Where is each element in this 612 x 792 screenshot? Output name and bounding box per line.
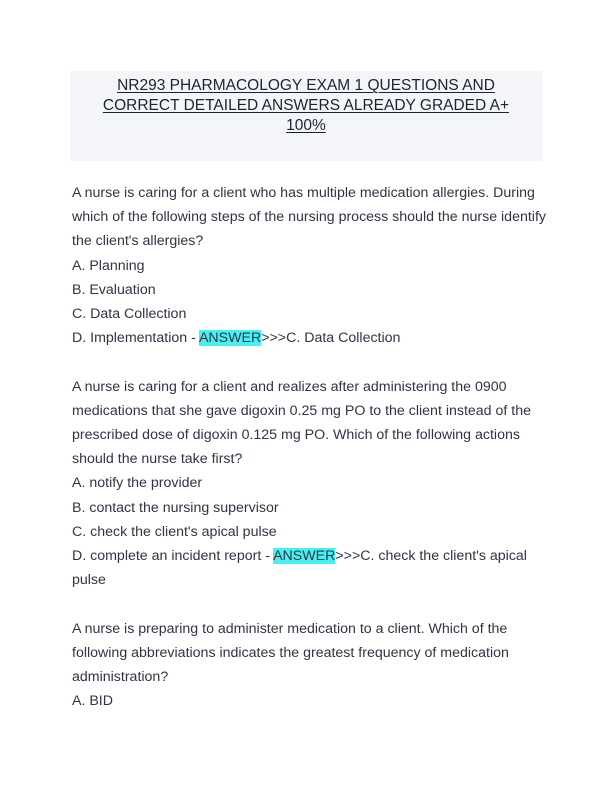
answer-highlight-tag: ANSWER [273,548,336,565]
question-2-stem-line-3: prescribed dose of digoxin 0.125 mg PO. Which of the following actions [72,427,520,444]
question-2-stem-line-1: A nurse is caring for a client and realizes after administering the 0900 [72,378,507,395]
question-2-stem-line-4: should the nurse take first? [72,451,243,468]
answer-highlight-tag: ANSWER [198,330,262,347]
title-box [70,71,542,161]
question-2 [72,375,547,593]
question-2-option-a: A. notify the provider [72,475,203,492]
question-1-stem-line-1: A nurse is caring for a client who has multiple medication allergies. During [72,185,535,201]
question-1-stem-line-3: the client's allergies? [72,233,204,250]
paragraph-gap [72,592,547,616]
question-3-stem-line-1: A nurse is preparing to administer medication to a client. Which of the [72,620,508,637]
question-2-answer: >>>C. check the client's apical [335,548,527,565]
question-2-option-b: B. contact the nursing supervisor [72,499,279,516]
question-2-option-d-with-answer [72,544,547,568]
title-line-1: NR293 PHARMACOLOGY EXAM 1 QUESTIONS AND [117,77,495,94]
title-line-3: 100% [286,117,326,134]
questions-content [72,181,547,713]
question-2-stem-line-2: medications that she gave digoxin 0.25 mg PO to the client instead of the [72,402,532,419]
question-3-stem-line-3: administration? [72,669,169,686]
question-2-option-c: C. check the client's apical pulse [72,523,277,540]
question-1-answer: >>>C. Data Collection [261,330,401,347]
question-1-option-c: C. Data Collection [72,306,187,323]
question-2-option-d: D. complete an incident report - [72,548,274,565]
title-line-2: CORRECT DETAILED ANSWERS ALREADY GRADED A+ [102,97,510,114]
question-3-stem-line-2: following abbreviations indicates the greatest frequency of medication [72,644,509,661]
question-3 [72,617,547,714]
question-1-stem-line-2: which of the following steps of the nursing process should the nurse identify [72,209,546,226]
question-1 [72,181,547,350]
question-1-option-d: D. Implementation - [72,330,199,347]
question-1-option-a: A. Planning [72,257,145,274]
question-2-answer-continuation: pulse [72,572,106,589]
question-1-option-b: B. Evaluation [72,281,156,298]
paragraph-gap [72,350,547,374]
question-1-option-d-with-answer [72,326,547,350]
question-3-option-a: A. BID [72,693,113,710]
